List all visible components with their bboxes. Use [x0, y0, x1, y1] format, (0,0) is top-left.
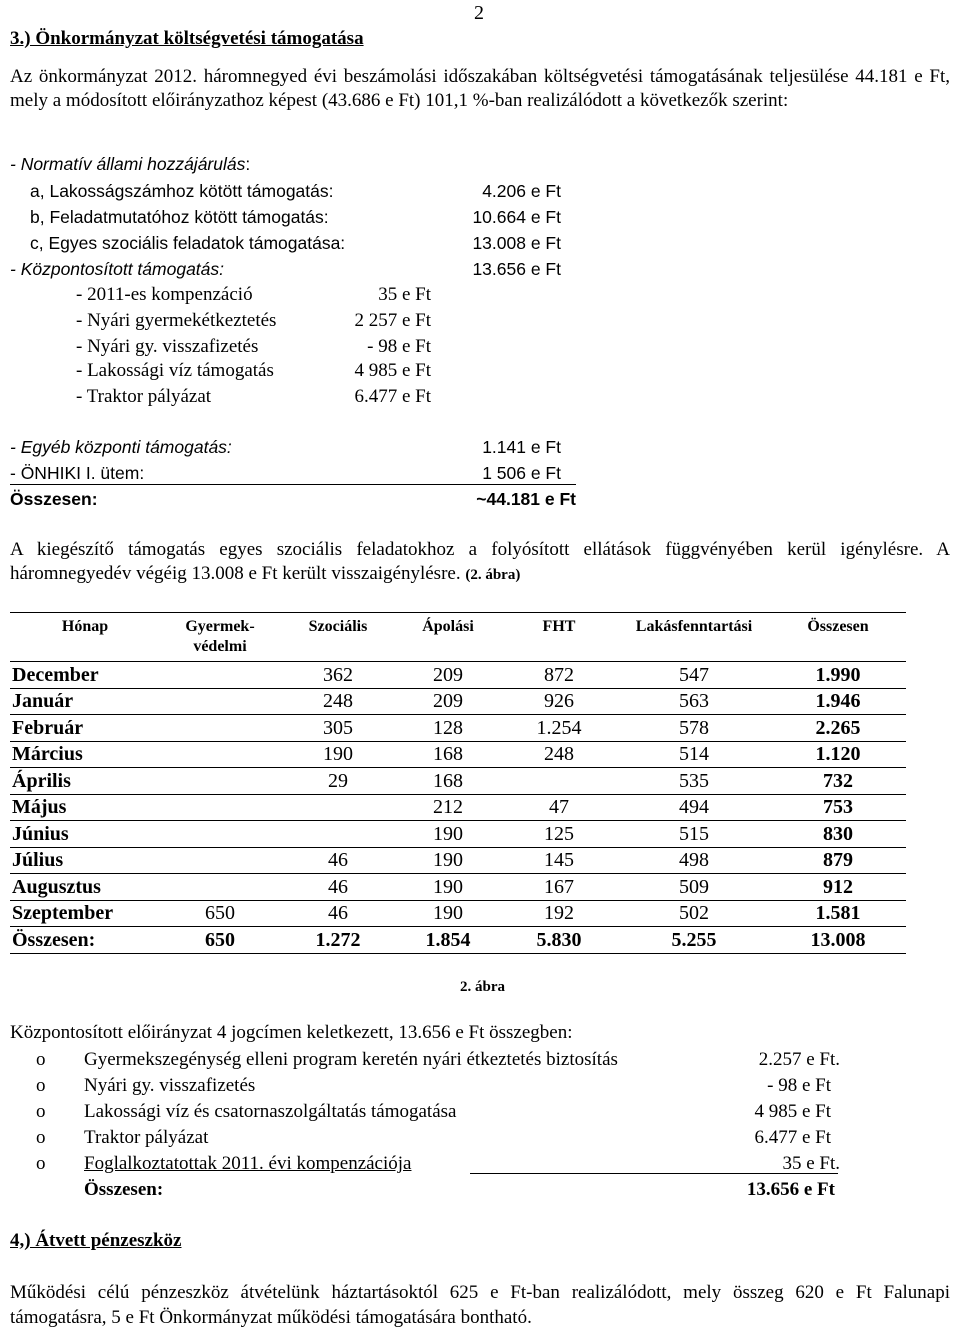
- egyeb-label: - Egyéb központi támogatás:: [10, 437, 232, 457]
- kozp-eloir-item-label: Nyári gy. visszafizetés: [84, 1075, 256, 1096]
- kozp-eloir-item-value: - 98 e Ft: [767, 1075, 831, 1096]
- header-gyermekvedelmi: Gyermek- védelmi: [160, 613, 280, 662]
- section-title: 3.) Önkormányzat költségvetési támogatása: [10, 28, 364, 49]
- kozp-eloir-item-label: Foglalkoztatottak 2011. évi kompenzációja: [84, 1153, 412, 1174]
- section4-paragraph: Működési célú pénzeszköz átvételünk háztartásoktól 625 e Ft-ban realizálódott, mely összeg 620 e Ft Falunapi támogatásra, 5 e Ft Önkormányzat működési támogatására bontható.: [10, 1282, 950, 1328]
- table-row: Január 248 209 926 563 1.946: [10, 688, 906, 715]
- monthly-table: [10, 612, 906, 954]
- figure-ref: (2. ábra): [465, 567, 521, 583]
- kozp-item-label: - Lakossági víz támogatás: [76, 360, 274, 381]
- normativ-heading: - Normatív állami hozzájárulás:: [10, 154, 251, 174]
- normativ-c-value: 13.008 e Ft: [472, 233, 561, 253]
- bullet: o: [36, 1049, 46, 1070]
- header-lakasfenntartasi: Lakásfenntartási: [618, 613, 770, 662]
- table-row: Május 212 47 494 753: [10, 794, 906, 821]
- kozp-item-label: - Nyári gy. visszafizetés: [76, 336, 259, 357]
- kozp-item-label: - Traktor pályázat: [76, 386, 212, 407]
- osszesen-label: Összesen:: [10, 489, 98, 509]
- osszesen-value: ~44.181 e Ft: [476, 489, 576, 509]
- kozp-item-value: - 98 e Ft: [367, 336, 431, 357]
- normativ-a-value: 4.206 e Ft: [482, 181, 561, 201]
- table-row: Február 305 128 1.254 578 2.265: [10, 715, 906, 742]
- bullet: o: [36, 1153, 46, 1174]
- kozp-eloir-item-value: 35 e Ft.: [782, 1153, 840, 1174]
- header-szocialis: Szociális: [280, 613, 396, 662]
- table-row: Június 190 125 515 830: [10, 821, 906, 848]
- kiegeszito-paragraph: A kiegészítő támogatás egyes szociális feladatokhoz a folyósított ellátások függvényében kerül igénylésre. A háromnegyedév végéig 13.008 e Ft került visszaigénylésre. (2. ábra): [10, 539, 950, 584]
- kozpontositott-value: 13.656 e Ft: [472, 259, 561, 279]
- table-row: Március 190 168 248 514 1.120: [10, 741, 906, 768]
- kozp-eloir-item-value: 4 985 e Ft: [754, 1101, 831, 1122]
- onhiki-label: - ÖNHIKI I. ütem:: [10, 463, 145, 483]
- normativ-b-label: b, Feladatmutatóhoz kötött támogatás:: [30, 207, 329, 227]
- table-row: Szeptember 650 46 190 192 502 1.581: [10, 900, 906, 927]
- table-row: December 362 209 872 547 1.990: [10, 662, 906, 689]
- intro-paragraph: Az önkormányzat 2012. háromnegyed évi beszámolási időszakában költségvetési támogatásának teljesülése 44.181 e Ft, mely a módosított előirányzathoz képest (43.686 e Ft) 101,1 %-ban realizálódott a következők szerint:: [10, 66, 950, 111]
- sum-divider: [10, 484, 576, 485]
- header-osszesen: Összesen: [770, 613, 906, 662]
- page-number: 2: [474, 2, 484, 24]
- kozp-eloir-item-value: 2.257 e Ft.: [758, 1049, 840, 1070]
- onhiki-value: 1 506 e Ft: [482, 463, 561, 483]
- kozp-eloir-item-value: 6.477 e Ft: [754, 1127, 831, 1148]
- kozp-item-value: 6.477 e Ft: [354, 386, 431, 407]
- kozp-eloir-total-label: Összesen:: [84, 1179, 164, 1200]
- normativ-b-value: 10.664 e Ft: [472, 207, 561, 227]
- kozp-item-value: 2 257 e Ft: [354, 310, 431, 331]
- egyeb-value: 1.141 e Ft: [482, 437, 561, 457]
- kozp-eloir-intro: Központosított előirányzat 4 jogcímen keletkezett, 13.656 e Ft összegben:: [10, 1022, 573, 1043]
- table-header-row: [10, 613, 906, 662]
- table-row: Július 46 190 145 498 879: [10, 847, 906, 874]
- section4-title: 4,) Átvett pénzeszköz: [10, 1230, 182, 1251]
- kozp-item-value: 4 985 e Ft: [354, 360, 431, 381]
- kozp-eloir-item-label: Gyermekszegénység elleni program keretén nyári étkeztetés biztosítás: [84, 1049, 618, 1070]
- normativ-a-label: a, Lakosságszámhoz kötött támogatás:: [30, 181, 334, 201]
- kozp-eloir-item-label: Traktor pályázat: [84, 1127, 209, 1148]
- header-honap: Hónap: [10, 613, 160, 662]
- header-apolasi: Ápolási: [396, 613, 500, 662]
- bullet: o: [36, 1101, 46, 1122]
- bullet: o: [36, 1127, 46, 1148]
- kozp-eloir-item-label: Lakossági víz és csatornaszolgáltatás támogatása: [84, 1101, 457, 1122]
- table-row: Április 29 168 535 732: [10, 768, 906, 795]
- kozp-item-value: 35 e Ft: [378, 284, 431, 305]
- normativ-c-label: c, Egyes szociális feladatok támogatása:: [30, 233, 346, 253]
- kozp-item-label: - Nyári gyermekétkeztetés: [76, 310, 277, 331]
- figure-caption: 2. ábra: [460, 979, 505, 995]
- kozpontositott-heading: - Központosított támogatás:: [10, 259, 225, 279]
- bullet: o: [36, 1075, 46, 1096]
- header-fht: FHT: [500, 613, 618, 662]
- table-row: Augusztus 46 190 167 509 912: [10, 874, 906, 901]
- kozp-item-label: - 2011-es kompenzáció: [76, 284, 253, 305]
- kozp-eloir-total-value: 13.656 e Ft: [746, 1179, 835, 1200]
- table-total-row: Összesen: 650 1.272 1.854 5.830 5.255 13.008: [10, 927, 906, 954]
